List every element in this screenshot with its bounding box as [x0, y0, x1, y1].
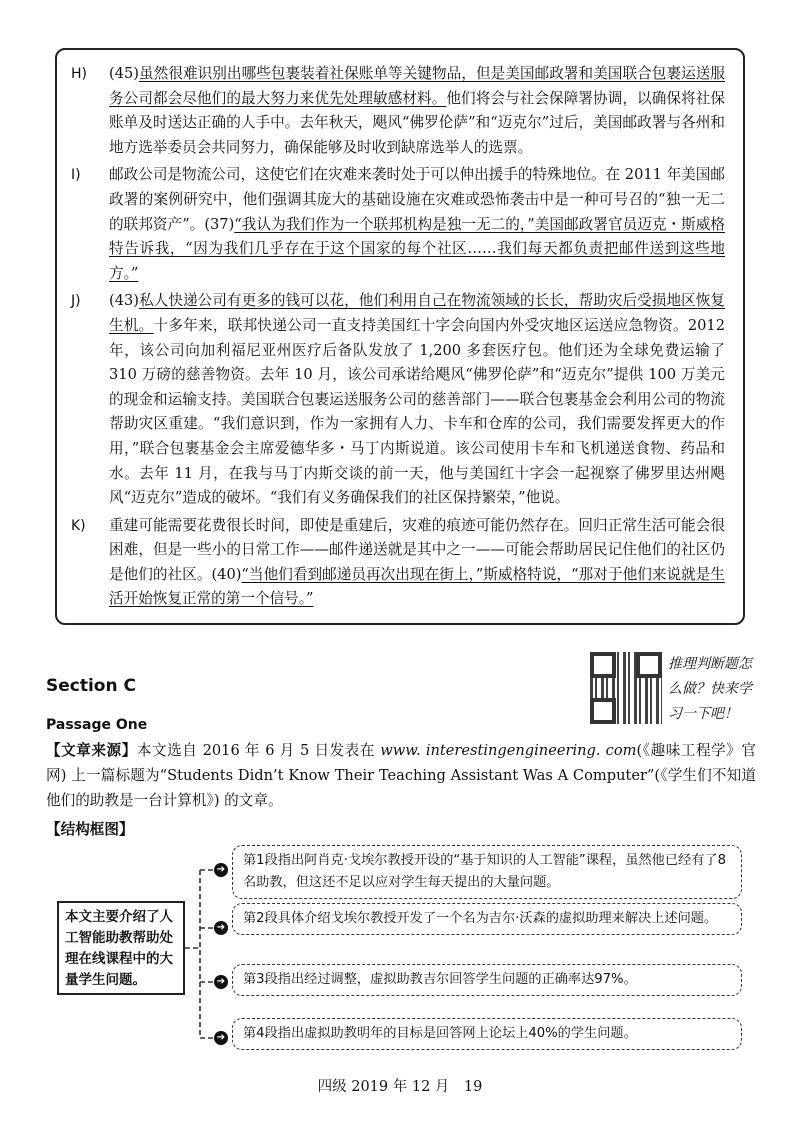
- paragraph-h: [71, 62, 725, 160]
- arrow-bullet-icon: ➔: [214, 863, 228, 877]
- source-text: (《趣味工程学》官网) 上一篇标题为“Students Didn’t Know Their Teaching Assistant Was A Computer”(《学生们不知道他们的助教是一台计算机》) 的文章。: [46, 742, 756, 809]
- underlined-answer-sentence: “我认为我们作为一个联邦机构是独一无二的，”美国邮政署官员迈克・斯威格特告诉我，“因为我们几乎存在于这个国家的每个社区……我们每天都负责把邮件送到这些地方。”: [109, 215, 726, 282]
- underlined-answer-sentence: 虽然很难识别出哪些包裹装着社保账单等关键物品，但是美国邮政署和美国联合包裹运送服务公司都会尽他们的最大努力来优先处理敏感材料。: [109, 65, 725, 107]
- source-website: www. interestingengineering. com: [380, 742, 637, 759]
- arrow-bullet-icon: ➔: [214, 1031, 228, 1045]
- page-footer: 四级 2019 年 12 月 19: [317, 1079, 483, 1095]
- text-segment: (43): [109, 292, 139, 310]
- paragraph-label: I): [71, 167, 81, 184]
- paragraph-text: [109, 289, 725, 510]
- passage-box: [55, 48, 745, 625]
- framework-node: 第1段指出阿肖克·戈埃尔教授开设的“基于知识的人工智能”课程，虽然他已经有了8名助教，但这还不足以应对学生每天提出的大量问题。: [232, 845, 742, 899]
- framework-title: 【结构框图】: [46, 821, 134, 838]
- text-segment: 他们将会与社会保障署协调，以确保将社保账单及时送达正确的人手中。去年秋天，飓风“佛罗伦萨”和“迈克尔”过后，美国邮政署与各州和地方选举委员会共同努力，确保能够及时收到缺席选举人的选票。: [109, 89, 725, 156]
- section-title: Section C: [46, 676, 136, 696]
- passage-title: Passage One: [46, 717, 148, 733]
- text-segment: 邮政公司是物流公司，这使它们在灾难来袭时处于可以伸出援手的特殊地位。在 2011 年美国邮政署的案例研究中，他们强调其庞大的基础设施在灾难或恐怖袭击中是一种可号召的“独一无二的联邦资产”。(37): [109, 166, 725, 233]
- text-segment: 重建可能需要花费很长时间，即使是重建后，灾难的痕迹可能仍然存在。回归正常生活可能会很困难，但是一些小的日常工作——邮件递送就是其中之一——可能会帮助居民记住他们的社区仍是他们的社区。(40): [109, 516, 725, 583]
- underlined-answer-sentence: “当他们看到邮递员再次出现在街上，”斯威格特说，“那对于他们来说就是生活开始恢复正常的第一个信号。”: [109, 565, 725, 608]
- framework-node: 第4段指出虚拟助教明年的目标是回答网上论坛上40%的学生问题。: [232, 1018, 742, 1050]
- paragraph-i: [71, 163, 725, 286]
- paragraph-text: [109, 514, 725, 612]
- paragraph-label: J): [71, 293, 81, 310]
- paragraph-text: [109, 62, 725, 160]
- source-text: 本文选自 2016 年 6 月 5 日发表在: [136, 742, 381, 759]
- paragraph-k: [71, 514, 725, 612]
- paragraph-label: H): [71, 66, 87, 82]
- source-tag: 【文章来源】: [46, 742, 137, 759]
- paragraph-j: [71, 289, 725, 510]
- text-segment: (45): [109, 65, 139, 82]
- paragraph-label: K): [71, 517, 86, 534]
- text-segment: 十多年来，联邦快递公司一直支持美国红十字会向国内外受灾地区运送应急物资。2012 年，该公司向加利福尼亚州医疗后备队发放了 1,200 多套医疗包。他们还为全球免费运输了 310 万磅的慈善物资。去年 10 月，该公司承诺给飓风“佛罗伦萨”和“迈克尔”提供 100 万美元的现金和运输支持。美国联合包裹运送服务公司的慈善部门——联合包裹基金会利用公司的物流帮助灾区重建。“我们意识到，作为一家拥有人力、卡车和仓库的公司，我们需要发挥更大的作用，”联合包裹基金会主席爱德华多・马丁内斯说道。该公司使用卡车和飞机递送食物、药品和水。去年 11 月，在我与马丁内斯交谈的前一天，他与美国红十字会一起视察了佛罗里达州飓风“迈克尔”造成的破坏。“我们有义务确保我们的社区保持繁荣，”他说。: [109, 316, 725, 507]
- framework-node: 第3段指出经过调整，虚拟助教吉尔回答学生问题的正确率达97%。: [232, 964, 742, 996]
- qr-code-icon[interactable]: [590, 652, 662, 724]
- paragraph-text: [109, 163, 725, 286]
- connector-line: [185, 870, 214, 1038]
- arrow-bullet-icon: ➔: [214, 975, 228, 989]
- framework-node: 第2段具体介绍戈埃尔教授开发了一个名为吉尔·沃森的虚拟助理来解决上述问题。: [232, 903, 742, 935]
- arrow-bullet-icon: ➔: [214, 921, 228, 935]
- underlined-answer-sentence: 私人快递公司有更多的钱可以花，他们利用自己在物流领域的长长，帮助灾后受损地区恢复生机。: [109, 292, 725, 334]
- article-source: [46, 738, 756, 813]
- qr-note: 推理判断题怎么做？快来学习一下吧！: [668, 656, 752, 722]
- framework-main-idea: 本文主要介绍了人工智能助教帮助处理在线课程中的大量学生问题。: [57, 901, 185, 995]
